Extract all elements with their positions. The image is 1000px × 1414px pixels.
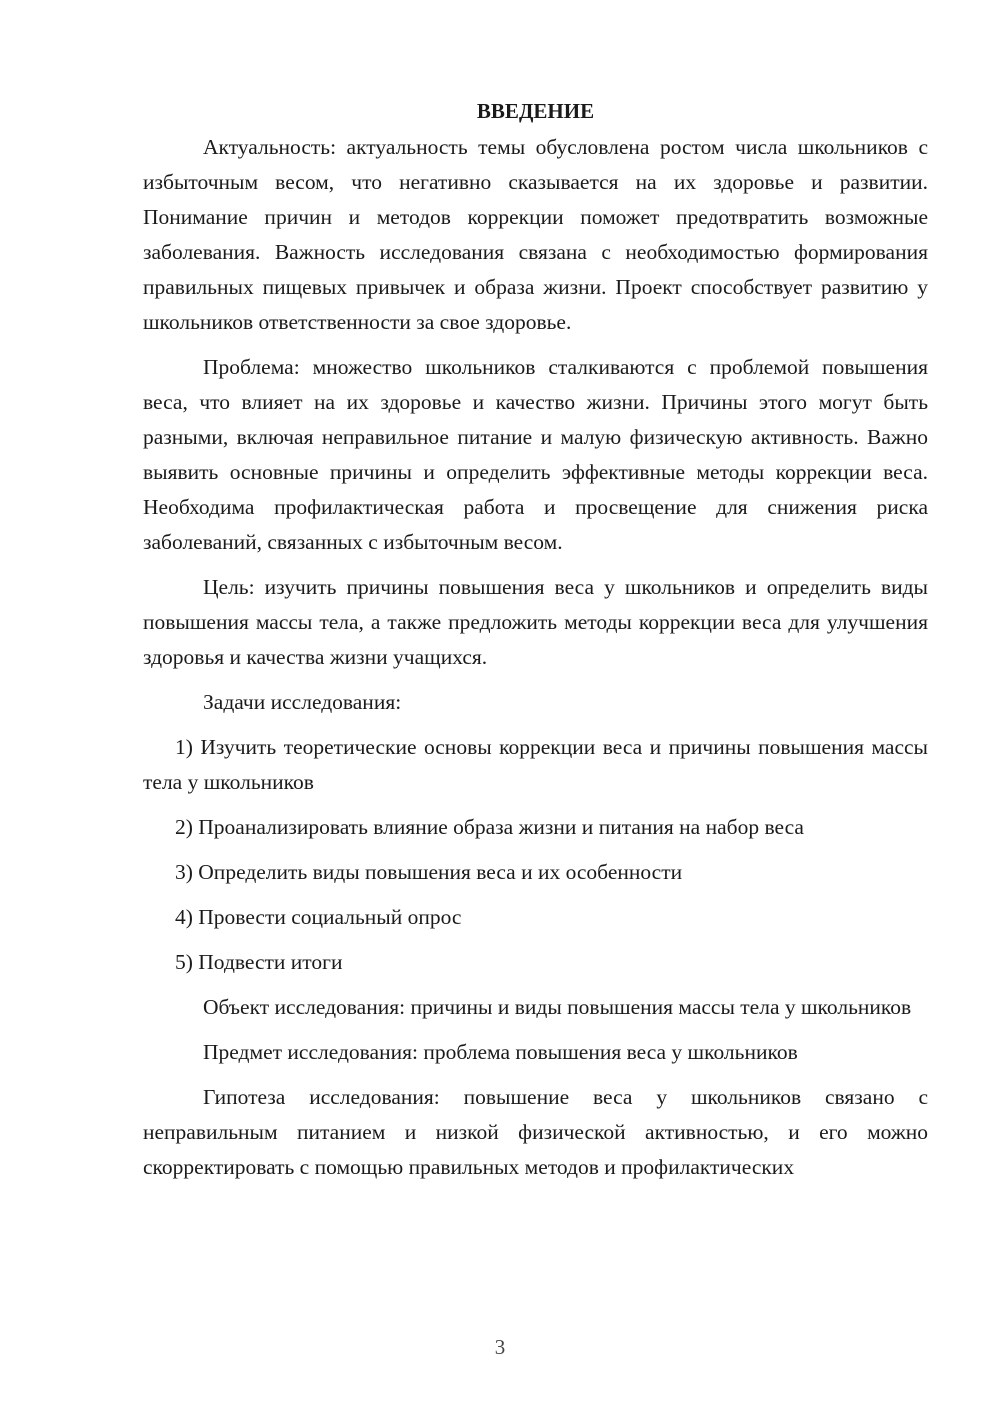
page-number: 3: [494, 1335, 506, 1359]
paragraph-hypothesis: Гипотеза исследования: повышение веса у школьников связано с неправильным питанием и низкой физической активностью, и его можно скорректировать с помощью правильных методов и профилактических: [143, 1085, 928, 1179]
task-item-4: 4) Провести социальный опрос: [175, 905, 462, 929]
task-item-3: 3) Определить виды повышения веса и их особенности: [175, 860, 683, 884]
paragraph-goal: Цель: изучить причины повышения веса у школьников и определить виды повышения массы тела, а также предложить методы коррекции веса для улучшения здоровья и качества жизни учащихся.: [143, 575, 928, 669]
paragraph-relevance: Актуальность: актуальность темы обусловлена ростом числа школьников с избыточным весом, что негативно сказывается на их здоровье и развитии. Понимание причин и методов коррекции поможет предотвратить возможные заболевания. Важность исследования связана с необходимостью формирования правильных пищевых привычек и образа жизни. Проект способствует развитию у школьников ответственности за свое здоровье.: [143, 135, 928, 334]
task-item-5: 5) Подвести итоги: [175, 950, 343, 974]
paragraph-problem: Проблема: множество школьников сталкиваются с проблемой повышения веса, что влияет на их здоровье и качество жизни. Причины этого могут быть разными, включая неправильное питание и малую физическую активность. Важно выявить основные причины и определить эффективные методы коррекции веса. Необходима профилактическая работа и просвещение для снижения риска заболеваний, связанных с избыточным весом.: [143, 355, 928, 554]
page-heading: ВВЕДЕНИЕ: [476, 99, 595, 123]
page-content: [143, 96, 928, 1185]
task-item-2: 2) Проанализировать влияние образа жизни и питания на набор веса: [175, 815, 804, 839]
tasks-title: Задачи исследования:: [203, 690, 402, 714]
task-item-1: 1) Изучить теоретические основы коррекции веса и причины повышения массы тела у школьников: [143, 735, 928, 794]
paragraph-subject: Предмет исследования: проблема повышения веса у школьников: [203, 1040, 798, 1064]
paragraph-object: Объект исследования: причины и виды повышения массы тела у школьников: [203, 995, 912, 1019]
